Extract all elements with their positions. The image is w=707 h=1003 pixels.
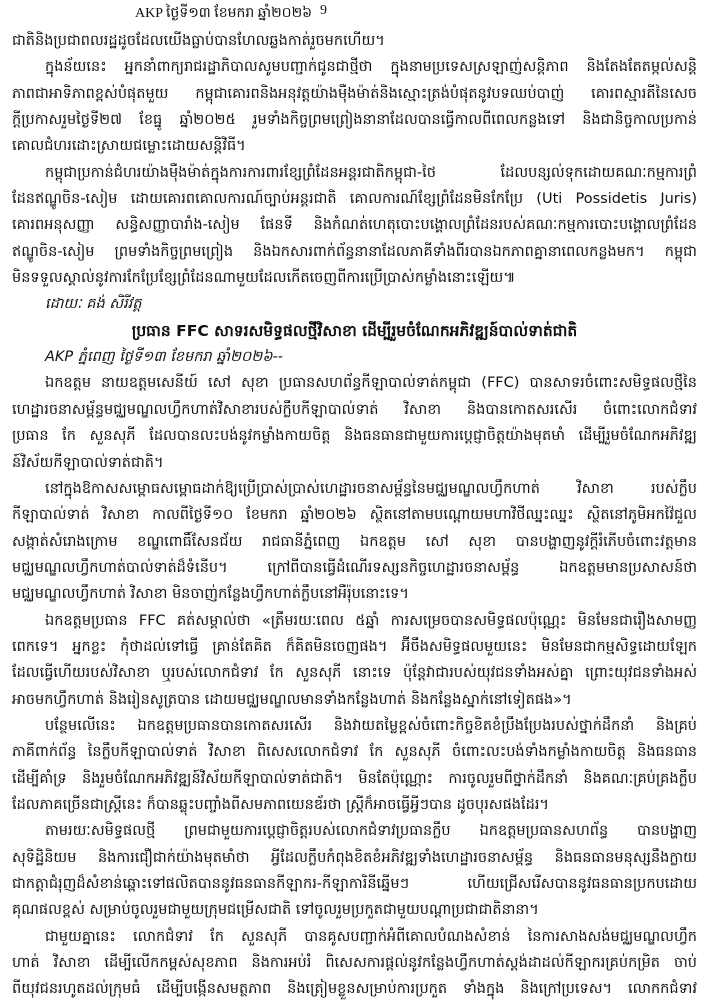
text-line: មជ្ឈមណ្ឌលហ្វឹកហាត់ វិសាខា មិនចាញ់កន្លែងហ្វឹកហាត់ក្លឹបនៅអឺរ៉ុបនោះទេ។	[12, 586, 409, 603]
text-line: ក្តីប្រកាសរួមថ្ងៃទី២៧ ខែធ្នូ ឆ្នាំ២០២៥ រួមទាំងកិច្ចព្រមព្រៀងនានាដែលបានធ្វើកាលពីពេលកន្លងទៅ និងជានិច្ចកាលប្រកាន់	[12, 112, 697, 129]
text-line: ជាមួយគ្នានេះ លោកជំទាវ កែ សួនសុភី បានគូសបញ្ជាក់អំពីគោលបំណងសំខាន់ នៃការសាងសង់មជ្ឈមណ្ឌលហ្វឹក	[45, 928, 697, 945]
text-line: មជ្ឈមណ្ឌលហ្វឹកហាត់បាល់ទាត់ដ៏ទំនើប។ ក្រៅពីបានធ្វើដំណើរទស្សនកិច្ចហេដ្ឋារចនាសម្ព័ន្ធ ឯកឧត្តមមានប្រសាសន៍ថា	[12, 559, 697, 576]
text-line: ភាពជាអាទិភាពខ្ពស់បំផុតមួយ កម្ពុជាគោរពនិងអនុវត្តយ៉ាងម៉ឺងម៉ាត់និងស្មោះត្រង់បំផុតនូវបទឈប់បាញ់ គោរពស្មារតីនៃសេច	[12, 85, 697, 102]
text-line: ដែលភាគច្រើនជាស្ត្រីនេះ ក៏បានឆ្លុះបញ្ចាំងពីសមភាពយេនឌ័រថា ស្ត្រីក៏អាចធ្វើអ្វីៗបាន ដូចបុរសផងដែរ។	[12, 796, 549, 813]
text-line: មិនទទួលស្គាល់នូវការកែប្រែខ្សែព្រំដែនណាមួយដែលកើតចេញពីការប្រើប្រាស់កម្លាំងនោះឡើយ៕	[12, 270, 516, 287]
text-line: កម្ពុជាប្រកាន់ជំហរយ៉ាងម៉ឺងម៉ាត់ក្នុងការការពារខ្សែព្រំដែនអន្តរជាតិកម្ពុជា-ថៃ ដែលបន្សល់ទុកដោយគណៈកម្មការព្រំ	[45, 164, 697, 181]
text-line: ឯកឧត្តមប្រធាន FFC គត់សម្គាល់ថា «ត្រឹមរយៈពេល ៥ឆ្នាំ ការសម្រេចបានសមិទ្ធផលប៉ុណ្ណេះ មិនមែនជារឿងសាមញ្ញ	[45, 612, 697, 629]
paragraph	[12, 608, 697, 713]
paragraph	[12, 370, 697, 475]
text-line: គោរពអនុសញ្ញា សន្ធិសញ្ញាបារាំង-សៀម ផែនទី និងកំណត់ហេតុបោះបង្គោលព្រំដែនរបស់គណៈកម្មការបោះបង្គោលព្រំដែន	[12, 217, 697, 234]
document-body	[12, 28, 697, 1003]
text-line: សុទិដ្ឋិនិយម និងការជឿជាក់យ៉ាងមុតមាំថា អ្វីដែលក្លឹបកំពុងខិតខំអភិវឌ្ឍទាំងហេដ្ឋារចនាសម្ព័ន្ធ និងធនធានមនុស្សនឹងក្លាយ	[12, 849, 697, 866]
paragraph	[12, 818, 697, 923]
text-line: ឥណ្ឌូចិន-សៀម ព្រមទាំងកិច្ចព្រមព្រៀង និងឯកសារពាក់ព័ន្ធនានាដែលភាគីទាំងពីរបានឯកភាពគ្នានាពេលកន្លងមក។ កម្ពុជា	[12, 243, 697, 260]
text-line: ឯកឧត្តម នាយឧត្តមសេនីយ៍ សៅ សុខា ប្រធានសហព័ន្ធកីឡាបាល់ទាត់កម្ពុជា (FFC) បានសាទរចំពោះសមិទ្ធផលថ្មីនៃ	[45, 375, 697, 392]
text-line: AKP ភ្នំពេញ ថ្ងៃទី១៣ ខែមករា ឆ្នាំ២០២៦--	[45, 349, 283, 366]
page-number: 9	[320, 3, 327, 18]
text-line: ដោយៈ គង់ សិរីវត្ត	[45, 296, 142, 313]
paragraph	[12, 713, 697, 818]
text-line: គោលជំហរដោះស្រាយជម្លោះដោយសន្តិវិធី។	[12, 138, 246, 155]
text-line: ន៍វិស័យកីឡាបាល់ទាត់ជាតិ។	[12, 454, 164, 471]
text-line: ដែនឥណ្ឌូចិន-សៀម ដោយគោរពគោលការណ៍ច្បាប់អន្តរជាតិ គោលការណ៍ខ្សែព្រំដែនមិនកែប្រែ (Uti Possidetis Juris)	[12, 191, 697, 208]
text-line: ក្នុងន័យនេះ អ្នកនាំពាក្យរាជរដ្ឋាភិបាលសូមបញ្ជាក់ជូនជាថ្មីថា ក្នុងនាមប្រទេសស្រឡាញ់សន្តិភាព និងតែងតែតម្កល់សន្តិ	[45, 59, 697, 76]
text-line: ប្រធាន កែ សួនសុភី ដែលបានលះបង់នូវកម្លាំងកាយចិត្ត និងធនធានជាមួយការប្តេជ្ញាចិត្តយ៉ាងមុតមាំ ដើម្បីរួមចំណែកអភិវឌ្ឍ	[12, 428, 697, 445]
article-title: ប្រធាន FFC សាទរសមិទ្ធផលថ្មីវិសាខា ដើម្បីរួមចំណែកអភិវឌ្ឍន៍បាល់ទាត់ជាតិ	[131, 321, 578, 340]
paragraph	[12, 924, 697, 1003]
running-header: AKP ថ្ងៃទី១៣ ខែមករា ឆ្នាំ២០២៦	[135, 6, 313, 21]
title	[12, 318, 697, 344]
text-line: ជាតិនិងប្រជាពលរដ្ឋដូចដែលយើងធ្លាប់បានហែលឆ្លងកាត់រួចមកហើយ។	[12, 33, 385, 49]
byline	[12, 291, 697, 317]
paragraph	[12, 28, 697, 54]
paragraph	[12, 54, 697, 159]
paragraph	[12, 160, 697, 292]
text-line: ភាគីពាក់ព័ន្ធ នៃក្លឹបកីឡាបាល់ទាត់ វិសាខា ពិសេសលោកជំទាវ កែ សួនសុភី ចំពោះលះបង់ទាំងកម្លាំងកាយចិត្ត និងធនធាន	[12, 744, 697, 761]
text-line: កីឡាបាល់ទាត់ វិសាខា កាលពីថ្ងៃទី១០ ខែមករា ឆ្នាំ២០២៦ ស្ថិតនៅតាមបណ្តោយមហាវិថីឈ្នះឈ្នះ ស្ថិតនៅភូមិអកវ៉ៃជួល	[12, 507, 697, 524]
text-line: ដើម្បីគាំទ្រ និងរួមចំណែកអភិវឌ្ឍន៍វិស័យកីឡាបាល់ទាត់ជាតិ។ មិនតែប៉ុណ្ណោះ ការចូលរួមពីថ្នាក់ដឹកនាំ និងគណៈគ្រប់គ្រងក្លឹប	[12, 770, 697, 787]
text-line: ដែលធ្វើហើយរបស់វិសាខា ឬរបស់លោកជំទាវ កែ សួនសុភី នោះទេ ប៉ុន្តែវាជារបស់យុវជនទាំងអស់គ្នា ព្រោះយុវជនទាំងអស់	[12, 665, 697, 682]
paragraph	[12, 476, 697, 608]
text-line: អាចមកហ្វឹកហាត់ និងរៀនសូត្របាន ដោយមជ្ឈមណ្ឌលមានទាំងកន្លែងហាត់ និងកន្លែងស្នាក់នៅទៀតផង»។	[12, 691, 572, 708]
text-line: ពីយុវជនរហូតដល់ក្រុមធំ ដើម្បីបង្កើនសមត្ថភាព និងត្រៀមខ្លួនសម្រាប់ការប្រកួត ទាំងក្នុង និងក្រៅប្រទេស។ លោកកជំទាវ	[12, 981, 697, 998]
text-line: ហេដ្ឋារចនាសម្ព័ន្ធមជ្ឈមណ្ឌលហ្វឹកហាត់វិសាខារបស់ក្លឹបកីឡាបាល់ទាត់ វិសាខា និងបានកោតសរសើរ ចំពោះលោកជំទាវ	[12, 401, 697, 418]
text-line: នៅក្នុងឱកាសសម្ពោធសម្ពោធដាក់ឱ្យប្រើប្រាស់ប្រាស់ហេដ្ឋារចនាសម្ព័ន្ធនៃមជ្ឈមណ្ឌលហ្វឹកហាត់ វិសាខា របស់ក្លឹប	[45, 480, 697, 497]
text-line: គុណផលខ្ពស់ សម្រាប់ចូលរួមជាមួយក្រុមជម្រើសជាតិ ទៅចូលរួមប្រកួតជាមួយបណ្តាប្រជាជាតិនានា។	[12, 902, 539, 919]
text-line: ពេកទេ។ អ្នកខ្លះ កុំថាដល់ទៅធ្វើ គ្រាន់តែគិត ក៏គិតមិនចេញផង។ អ៊ីចឹងសមិទ្ធផលមួយនេះ មិនមែនជាកម្មសិទ្ធដោយឡែក	[12, 638, 697, 655]
text-line: បន្ថែមលើនេះ ឯកឧត្តមប្រធានបានកោតសរសើរ និងវាយតម្លៃខ្ពស់ចំពោះកិច្ចខិតខំប្រឹងប្រែងរបស់ថ្នាក់ដឹកនាំ និងគ្រប់	[45, 717, 697, 734]
text-line: សង្កាត់សំរោងក្រោម ខណ្ឌពោធិ៍សែនជ័យ រាជធានីភ្នំពេញ ឯកឧត្តម សៅ សុខា បានបង្ហាញនូវក្តីរំភើបចំពោះវត្តមាន	[12, 533, 697, 550]
text-line: ជាកត្តាជំរុញដ៏សំខាន់ឆ្ពោះទៅផលិតបាននូវធនធានកីឡាករ-កីឡាការិនីឆ្នើមៗ ហើយជ្រើសរើសបាននូវធនធានប្រកបដោយ	[12, 876, 697, 892]
text-line: តាមរយៈសមិទ្ធផលថ្មី ព្រមជាមួយការប្តេជ្ញាចិត្តរបស់លោកជំទាវប្រធានក្លឹប ឯកឧត្តមប្រធានសហព័ន្ធ បានបង្ហាញ	[45, 823, 697, 840]
text-line: ហាត់ វិសាខា ដើម្បីលើកកម្ពស់សុខភាព និងការអប់រំ ពិសេសការផ្តល់នូវកន្លែងហ្វឹកហាត់ស្តង់ដាដល់កីឡាករគ្រប់កម្រិត ចាប់	[12, 955, 697, 972]
dateline	[12, 344, 697, 370]
